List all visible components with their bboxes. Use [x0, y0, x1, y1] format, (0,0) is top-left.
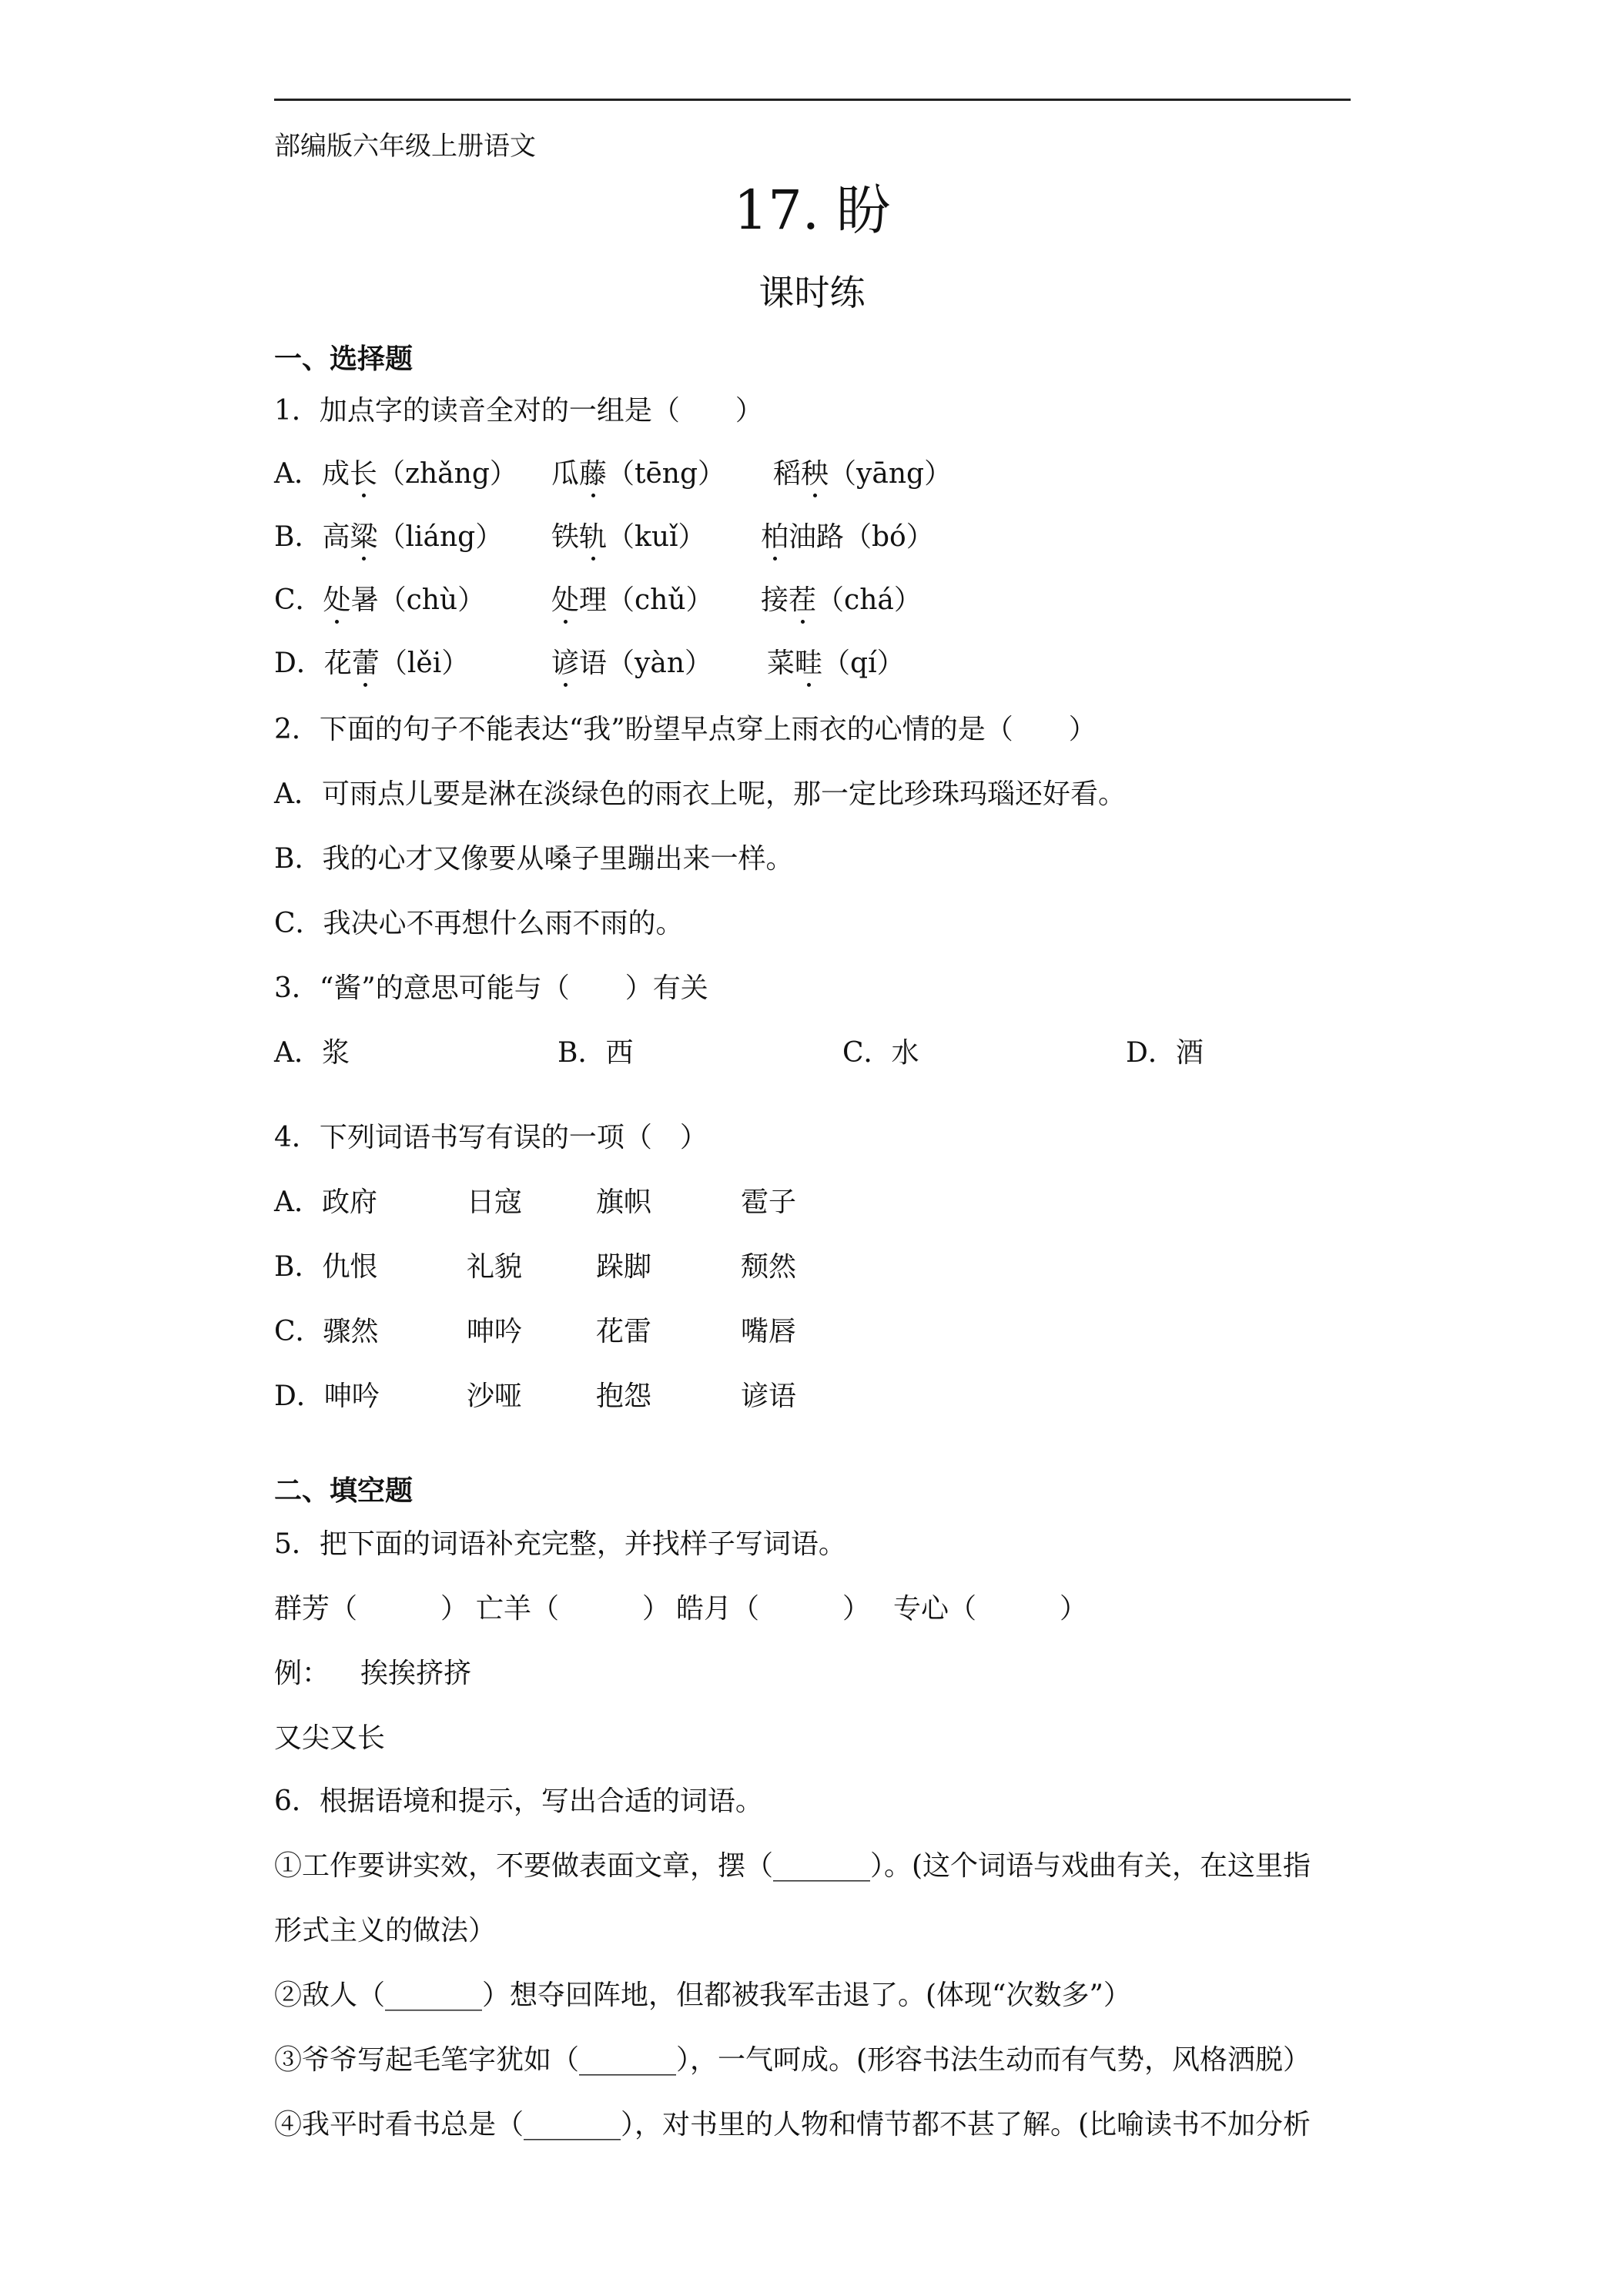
question-2-stem: 2．下面的句子不能表达“我”盼望早点穿上雨衣的心情的是（ ）: [274, 714, 1097, 745]
question-1-stem: 1．加点字的读音全对的一组是（ ）: [274, 395, 763, 427]
pinyin: （zhǎng）: [377, 458, 517, 490]
q1-option-d-word3: [767, 647, 905, 681]
q1-option-d-word2: [551, 647, 712, 681]
q2-option-a: A．可雨点儿要是淋在淡绿色的雨衣上呢，那一定比珍珠玛瑙还好看。: [274, 778, 1126, 810]
subject-label: 部编版六年级上册语文: [274, 131, 536, 162]
q2-option-c: C．我决心不再想什么雨不雨的。: [274, 908, 684, 939]
q6-item-3: ③爷爷写起毛笔字犹如（_______），一气呵成。(形容书法生动而有气势，风格洒脱）: [274, 2044, 1311, 2076]
pinyin: 语（yàn）: [579, 648, 713, 679]
q1-option-a-word2: [551, 457, 725, 491]
q1-option-b-word2: [551, 520, 706, 554]
q4-row-d-4: 谚语: [741, 1381, 797, 1412]
dotted-char: 处: [551, 584, 580, 616]
option-char: 成: [322, 458, 350, 490]
q5-blank-2: 亡羊（ ）: [476, 1593, 671, 1625]
q4-row-b-3: 跺脚: [596, 1251, 652, 1283]
dotted-char: 藤: [579, 458, 608, 490]
q4-row-b-1: B．仇恨: [274, 1251, 378, 1283]
q3-option-a: A．浆: [274, 1037, 350, 1069]
question-5-stem: 5．把下面的词语补充完整，并找样子写词语。: [274, 1528, 846, 1560]
q5-blank-1: 群芳（ ）: [274, 1593, 469, 1625]
option-label: C．: [274, 584, 323, 616]
q4-row-c-4: 嘴唇: [741, 1316, 797, 1347]
q6-item-1-cont: 形式主义的做法）: [274, 1915, 497, 1946]
q2-option-b: B．我的心才又像要从嗓子里蹦出来一样。: [274, 843, 794, 875]
q4-row-d-1: D．呻吟: [274, 1381, 380, 1412]
dotted-char: 柏: [761, 521, 789, 553]
section-heading-choice: 一、选择题: [274, 343, 414, 375]
q1-option-d: [274, 647, 469, 681]
q5-blank-4: 专心（ ）: [893, 1593, 1088, 1625]
q5-blank-3: 皓月（ ）: [676, 1593, 871, 1625]
option-char: 稻: [773, 458, 802, 490]
section-heading-fill: 二、填空题: [274, 1474, 414, 1507]
question-6-stem: 6．根据语境和提示，写出合适的词语。: [274, 1786, 763, 1817]
q1-option-a: [274, 457, 517, 491]
dotted-char: 轨: [579, 521, 608, 553]
option-char: 接: [761, 584, 789, 616]
pinyin: （tēng）: [607, 458, 726, 490]
pinyin: （qí）: [822, 648, 905, 679]
q6-item-4: ④我平时看书总是（_______），对书里的人物和情节都不甚了解。(比喻读书不加分析: [274, 2109, 1311, 2140]
option-label: B．: [274, 521, 323, 553]
dotted-char: 秧: [801, 458, 829, 490]
pinyin: （yāng）: [829, 458, 953, 490]
q1-option-b-word3: [761, 520, 934, 554]
q4-row-a-4: 雹子: [741, 1186, 797, 1218]
pinyin: （kuǐ）: [607, 521, 706, 553]
q6-item-1: ①工作要讲实效，不要做表面文章，摆（_______）。(这个词语与戏曲有关，在这里指: [274, 1850, 1311, 1882]
q5-line3: 又尖又长: [274, 1722, 386, 1754]
q4-row-a-1: A．政府: [274, 1186, 377, 1218]
q5-example-label: 例：: [274, 1658, 330, 1689]
dotted-char: 蕾: [351, 648, 380, 679]
q4-row-a-2: 日寇: [467, 1186, 523, 1218]
lesson-subtitle: 课时练: [758, 272, 866, 313]
option-char: 高: [322, 521, 350, 553]
pinyin: 油路（bó）: [789, 521, 934, 553]
q1-option-c-word2: [551, 584, 714, 618]
q1-option-c: [274, 584, 485, 618]
q5-example-word: 挨挨挤挤: [360, 1658, 472, 1689]
pinyin: （liáng）: [377, 521, 504, 553]
q3-option-c: C．水: [842, 1037, 919, 1069]
q4-row-c-3: 花雷: [596, 1316, 652, 1347]
pinyin: 暑（chù）: [350, 584, 486, 616]
q4-row-d-2: 沙哑: [467, 1381, 523, 1412]
q3-option-d: D．酒: [1126, 1037, 1204, 1069]
pinyin: （chá）: [816, 584, 922, 616]
question-4-stem: 4．下列词语书写有误的一项（ ）: [274, 1122, 708, 1153]
dotted-char: 谚: [551, 648, 580, 679]
pinyin: （lěi）: [379, 648, 470, 679]
dotted-char: 茬: [789, 584, 817, 616]
dotted-char: 长: [350, 458, 378, 490]
pinyin: 理（chǔ）: [579, 584, 714, 616]
q4-row-b-2: 礼貌: [467, 1251, 523, 1283]
q1-option-a-word3: [773, 457, 952, 491]
q4-row-c-1: C．骤然: [274, 1316, 379, 1347]
q1-option-b: [274, 520, 503, 554]
lesson-title: 17. 盼: [733, 179, 891, 242]
option-char: 菜: [767, 648, 795, 679]
dotted-char: 畦: [795, 648, 823, 679]
option-char: 铁: [551, 521, 580, 553]
q4-row-a-3: 旗帜: [596, 1186, 652, 1218]
header-rule: [274, 99, 1351, 101]
q6-item-2: ②敌人（_______）想夺回阵地，但都被我军击退了。(体现“次数多”）: [274, 1980, 1131, 2011]
option-char: 瓜: [551, 458, 580, 490]
question-3-stem: 3．“酱”的意思可能与（ ）有关: [274, 972, 708, 1004]
q4-row-c-2: 呻吟: [467, 1316, 523, 1347]
option-label: A．: [274, 458, 322, 490]
dotted-char: 处: [323, 584, 351, 616]
dotted-char: 粱: [350, 521, 378, 553]
q1-option-c-word3: [761, 584, 922, 618]
option-char: 花: [323, 648, 352, 679]
option-label: D．: [274, 648, 324, 679]
q4-row-d-3: 抱怨: [596, 1381, 652, 1412]
q3-option-b: B．西: [558, 1037, 634, 1069]
q4-row-b-4: 颓然: [741, 1251, 797, 1283]
